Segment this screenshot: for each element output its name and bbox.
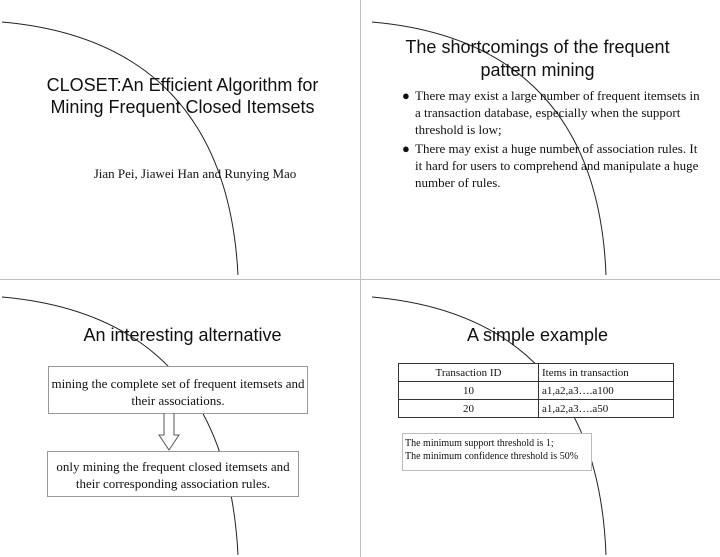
items-cell: a1,a2,a3….a50 (539, 400, 674, 418)
column-header-items: Items in transaction (539, 364, 674, 382)
bullet-dot-icon: ● (402, 88, 410, 103)
transaction-id-cell: 10 (399, 382, 539, 400)
bullet-text: There may exist a large number of frequent itemsets in a transaction database, especially when the support threshold is low; (415, 88, 700, 137)
column-header-transaction-id: Transaction ID (399, 364, 539, 382)
slide2-title: The shortcomings of the frequent pattern mining (405, 37, 670, 80)
table-header-row (399, 364, 674, 382)
support-threshold-text: The minimum support threshold is 1; (405, 438, 554, 449)
transaction-table (398, 363, 674, 418)
slide4-title: A simple example (466, 325, 609, 345)
bullet-item (402, 140, 702, 191)
bullet-item (402, 87, 702, 138)
table-row (399, 382, 674, 400)
down-arrow-icon (158, 413, 180, 451)
confidence-threshold-text: The minimum confidence threshold is 50% (405, 451, 579, 462)
closed-itemsets-box: only mining the frequent closed itemsets and their corresponding association rules. (47, 451, 299, 497)
items-cell: a1,a2,a3….a100 (539, 382, 674, 400)
bullet-text: There may exist a huge number of association rules. It it hard for users to comprehend and manipulate a huge number of rules. (415, 141, 699, 190)
slide1-title: CLOSET:An Efficient Algorithm for Mining Frequent Closed Itemsets (46, 75, 319, 117)
horizontal-divider (0, 279, 720, 280)
threshold-note-box (402, 433, 592, 471)
bullet-dot-icon: ● (402, 141, 410, 156)
table-row (399, 400, 674, 418)
slide1-authors: Jian Pei, Jiawei Han and Runying Mao (93, 166, 297, 181)
complete-set-box: mining the complete set of frequent itemsets and their associations. (48, 366, 308, 414)
transaction-id-cell: 20 (399, 400, 539, 418)
slide3-title: An interesting alternative (83, 325, 282, 345)
slide2-bullet-list (402, 87, 702, 193)
